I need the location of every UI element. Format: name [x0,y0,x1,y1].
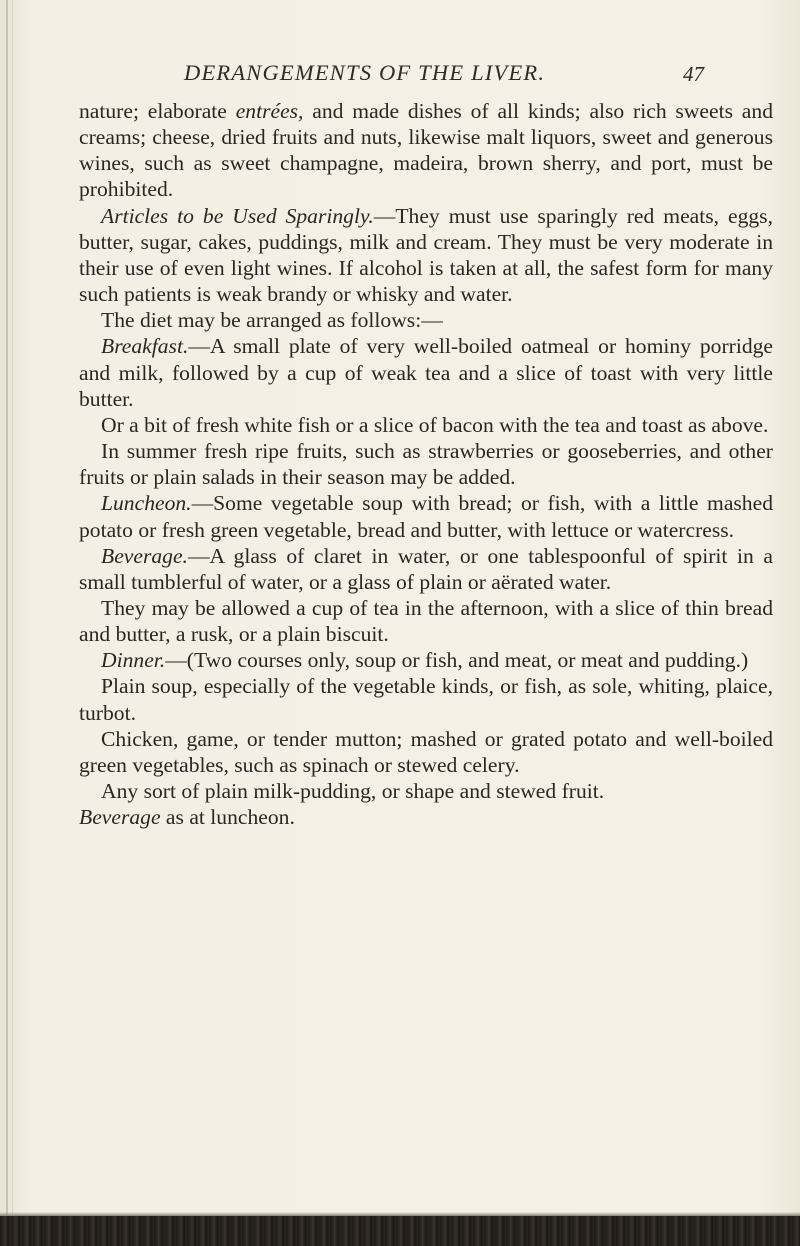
paragraph-sparingly [79,203,773,308]
paragraph-breakfast-alt: Or a bit of fresh white fish or a slice of bacon with the tea and toast as above. [101,412,769,437]
paragraph-beverage-dinner [79,804,773,830]
paragraph-summer: In summer fresh ripe fruits, such as strawberries or gooseberries, and other fruits or plain salads in their season may be added. [79,439,773,490]
scan-bottom-border [0,1216,800,1246]
paragraph-chicken: Chicken, game, or tender mutton; mashed or grated potato and well-boiled green vegetables, such as spinach or stewed celery. [79,726,773,777]
text-run: —A glass of claret in water, or one tablespoonful of spirit in a small tumblerful of water, or a glass of plain or aërated water. [79,543,773,594]
running-header: DERANGEMENTS OF THE LIVER. [184,60,546,85]
text-run: nature; elaborate [79,99,236,123]
text-run: as at luncheon. [160,805,295,830]
text-run: —They must use sparingly red meats, eggs, butter, sugar, cakes, puddings, milk and cream. They must be very moderate in their use of even light wines. If alcohol is taken at all, the safest form for many such patients is weak brandy or whisky and water. [79,203,773,307]
text-run: —A small plate of very well-boiled oatmeal or hominy porridge and milk, followed by a cup of weak tea and a slice of toast with very little butter. [79,334,773,411]
paragraph-diet-intro: The diet may be arranged as follows:— [101,308,443,333]
paragraph-beverage [79,543,773,595]
paragraph-continuation [79,98,773,203]
section-heading: Dinner. [101,648,166,673]
body-text [79,98,773,830]
text-run: —Some vegetable soup with bread; or fish, with a little mashed potato or fresh green vegetable, bread and butter, with lettuce or watercress. [79,491,773,542]
section-heading: Articles to be Used Sparingly. [101,203,374,228]
paragraph-breakfast [79,333,773,411]
page-number: 47 [683,62,704,86]
section-heading: Beverage [79,805,161,830]
paragraph-afternoon: They may be allowed a cup of tea in the afternoon, with a slice of thin bread and butter, a rusk, or a plain biscuit. [79,595,773,647]
paragraph-dinner [79,647,773,673]
paragraph-pudding: Any sort of plain milk-pudding, or shape and stewed fruit. [101,779,605,804]
text-run: and made dishes of all kinds; also rich sweets and creams; cheese, dried fruits and nuts, likewise malt liquors, sweet and generous wines, such as sweet champagne, madeira, brown sherry, and port, must be prohibited. [79,99,773,202]
section-heading: Luncheon. [101,491,192,516]
section-heading: Breakfast. [101,334,189,359]
text-run: —(Two courses only, soup or fish, and meat, or meat and pudding.) [165,648,749,673]
paragraph-luncheon [79,490,773,542]
section-heading: Beverage. [101,543,188,568]
page-gutter-shadow [6,0,8,1215]
italic-term: entrées, [235,99,304,123]
paragraph-soup: Plain soup, especially of the vegetable kinds, or fish, as sole, whiting, plaice, turbot. [79,674,773,725]
page-gutter-line [12,0,13,1215]
